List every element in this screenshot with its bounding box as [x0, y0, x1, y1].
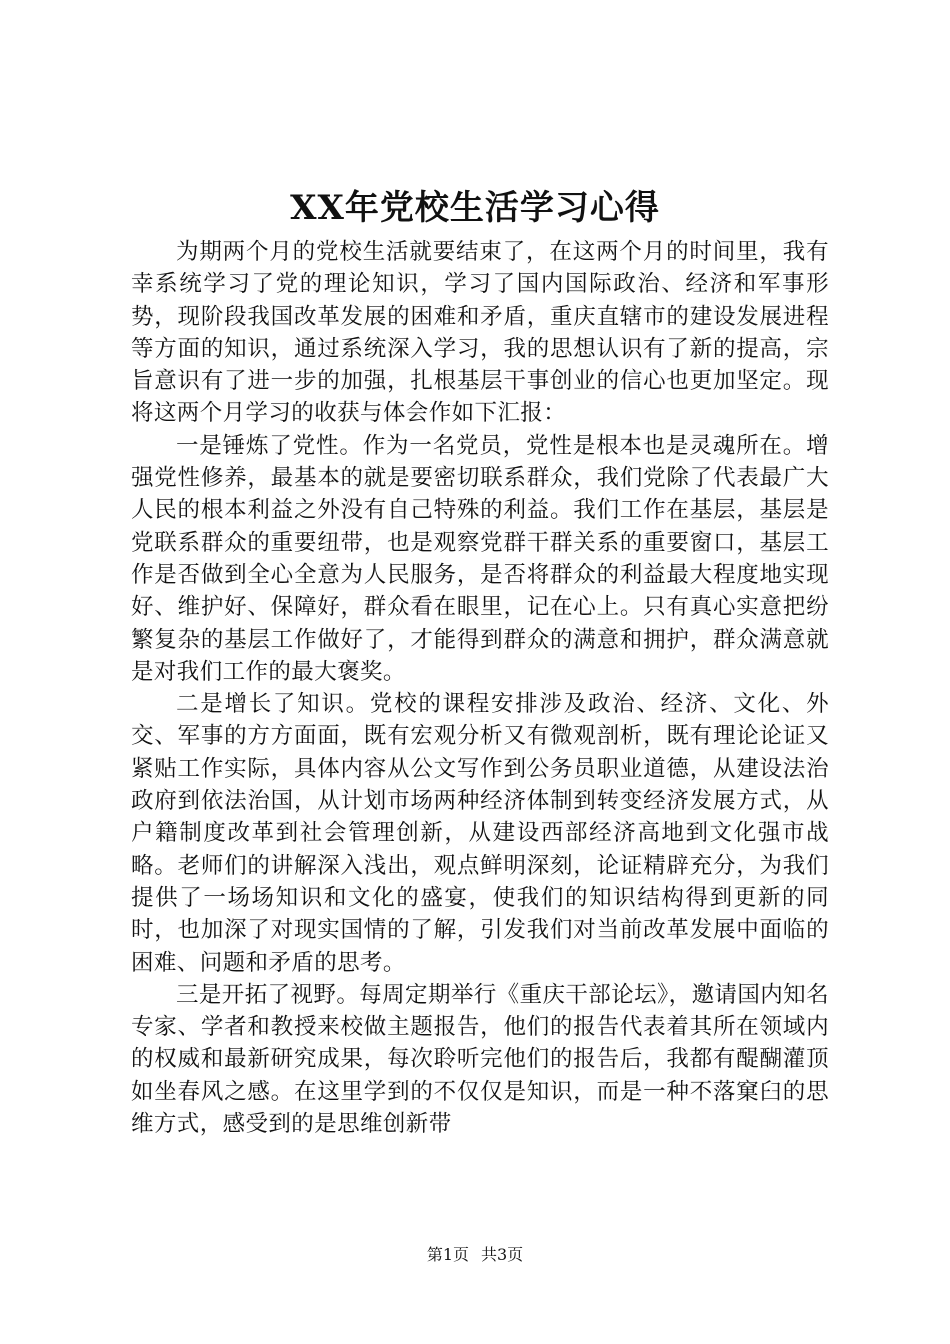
paragraph-vision: 三是开拓了视野。每周定期举行《重庆干部论坛》，邀请国内知名专家、学者和教授来校做主题报告，他们的报告代表着其所在领域内的权威和最新研究成果，每次聆听完他们的报告后，我都有醍醐灌顶如坐春风之感。在这里学到的不仅仅是知识，而是一种不落窠臼的思维方式，感受到的是思维创新带: [131, 981, 829, 1138]
paragraph-knowledge: 二是增长了知识。党校的课程安排涉及政治、经济、文化、外交、军事的方方面面，既有宏观分析又有微观剖析，既有理论论证又紧贴工作实际，具体内容从公文写作到公务员职业道德，从建设法治政府到依法治国，从计划市场两种经济体制到转变经济发展方式，从户籍制度改革到社会管理创新，从建设西部经济高地到文化强市战略。老师们的讲解深入浅出，观点鲜明深刻，论证精辟充分，为我们提供了一场场知识和文化的盛宴，使我们的知识结构得到更新的同时，也加深了对现实国情的了解，引发我们对当前改革发展中面临的困难、问题和矛盾的思考。: [131, 691, 829, 976]
page-total: 共3页: [481, 1245, 524, 1264]
paragraph-party-spirit: 一是锤炼了党性。作为一名党员，党性是根本也是灵魂所在。增强党性修养，最基本的就是要密切联系群众，我们党除了代表最广大人民的根本利益之外没有自己特殊的利益。我们工作在基层，基层是党联系群众的重要纽带，也是观察党群干群关系的重要窗口，基层工作是否做到全心全意为人民服务，是否将群众的利益最大程度地实现好、维护好、保障好，群众看在眼里，记在心上。只有真心实意把纷繁复杂的基层工作做好了，才能得到群众的满意和拥护，群众满意就是对我们工作的最大褒奖。: [131, 432, 829, 685]
document-body: [131, 236, 829, 1140]
document-title: XX年党校生活学习心得: [290, 188, 660, 228]
paragraph-intro: 为期两个月的党校生活就要结束了，在这两个月的时间里，我有幸系统学习了党的理论知识，学习了国内国际政治、经济和军事形势，现阶段我国改革发展的困难和矛盾，重庆直辖市的建设发展进程等方面的知识，通过系统深入学习，我的思想认识有了新的提高，宗旨意识有了进一步的加强，扎根基层干事创业的信心也更加坚定。现将这两个月学习的收获与体会作如下汇报：: [131, 239, 829, 427]
page-number: 第1页: [426, 1245, 469, 1264]
page-footer: [0, 1244, 950, 1266]
